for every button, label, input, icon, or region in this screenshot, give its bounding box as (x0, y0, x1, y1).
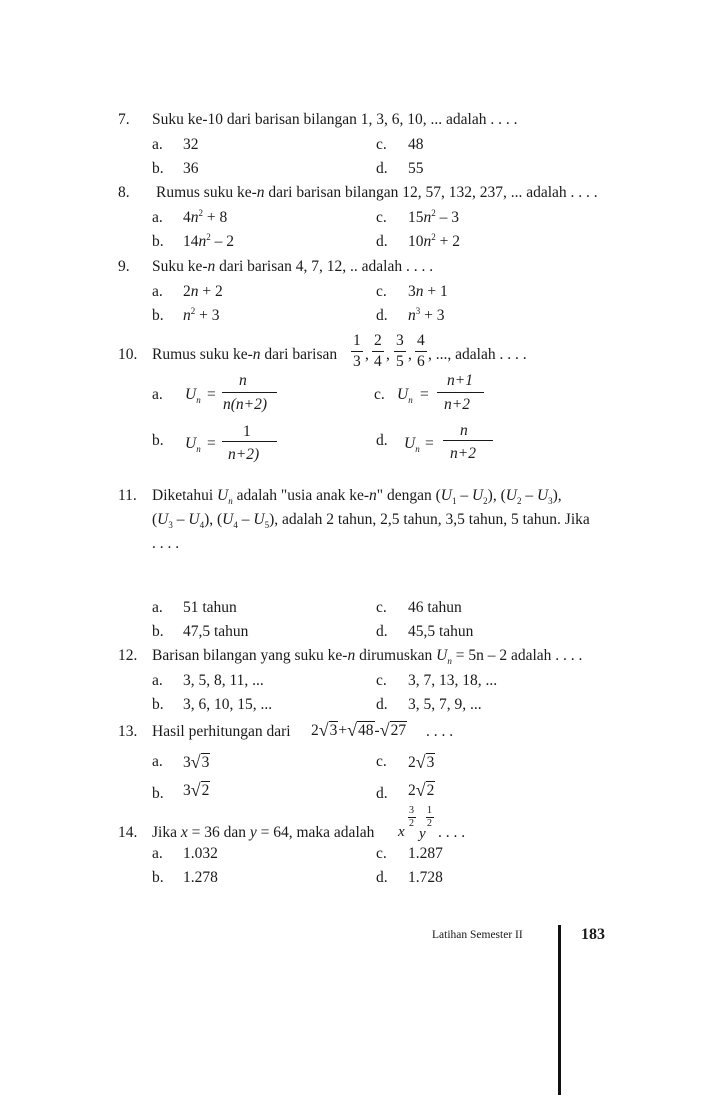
q11-line-1: Diketahui $U_n$ adalah "usia anak ke-n" dengan $(U_1 - U_2)$, $(U_2 - U_3)$, (152, 487, 562, 507)
q10-option-b-label: b. (152, 432, 164, 449)
q14-option-a-label: a. (152, 845, 163, 862)
q8-option-a: $4n^2 + 8$ (183, 207, 228, 226)
q11-option-c: 46 tahun (408, 599, 462, 616)
q10-option-d-den: n+2 (450, 445, 476, 462)
q8-option-d: $10n^2 + 2$ (408, 231, 460, 250)
q14-option-d-label: d. (376, 869, 388, 886)
q7-stem: Suku ke-10 dari barisan bilangan 1, 3, 6, 10, ... adalah . . . . (152, 111, 518, 128)
q8-option-c: $15n^2 - 3$ (408, 207, 459, 226)
q11-option-b-label: b. (152, 623, 164, 640)
q7-option-d: 55 (408, 160, 424, 177)
q11-option-a-label: a. (152, 599, 163, 616)
q10-option-c-label: c. (374, 386, 385, 403)
q8-option-c-label: c. (376, 209, 387, 226)
q10-option-c-equals: = (420, 386, 429, 403)
q10-option-a-lhs: $U_n$ (185, 386, 201, 406)
q8-option-b: $14n^2 - 2$ (183, 231, 234, 250)
q13-stem: Hasil perhitungan dari (152, 723, 291, 740)
q14-option-a: 1.032 (183, 845, 218, 862)
q12-number: 12. (118, 647, 138, 664)
q9-number: 9. (118, 258, 130, 275)
q10-comma-3: , (408, 346, 412, 363)
q10-option-a-bar (222, 392, 277, 393)
q13-option-b: 3√2 (183, 780, 210, 800)
page-number: 183 (581, 926, 605, 943)
q10-option-a-label: a. (152, 386, 163, 403)
q12-option-b-label: b. (152, 696, 164, 713)
q12-option-d-label: d. (376, 696, 388, 713)
q11-number: 11. (118, 487, 137, 504)
q12-option-c-label: c. (376, 672, 387, 689)
q10-tail: , ..., adalah . . . . (428, 346, 527, 363)
q14-option-b: 1.278 (183, 869, 218, 886)
q13-option-a: 3√3 (183, 752, 210, 772)
q10-option-b-equals: = (207, 435, 216, 452)
q10-option-a-equals: = (207, 386, 216, 403)
q10-option-c-den: n+2 (444, 396, 470, 413)
q7-option-c-label: c. (376, 136, 387, 153)
q14-number: 14. (118, 824, 138, 841)
q9-option-d-label: d. (376, 307, 388, 324)
q7-option-d-label: d. (376, 160, 388, 177)
q9-option-b: $n^2 + 3$ (183, 305, 220, 324)
q10-option-d-lhs: $U_n$ (404, 435, 420, 455)
q14-option-d: 1.728 (408, 869, 443, 886)
q10-option-a-den: n(n+2) (223, 396, 268, 413)
q7-option-b-label: b. (152, 160, 164, 177)
q13-option-a-label: a. (152, 753, 163, 770)
q10-option-d-num: n (460, 422, 468, 439)
q10-comma-1: , (365, 346, 369, 363)
q11-option-b: 47,5 tahun (183, 623, 249, 640)
q13-option-c-label: c. (376, 753, 387, 770)
q10-option-b-num: 1 (243, 423, 251, 440)
q10-number: 10. (118, 346, 138, 363)
q10-option-d-bar (443, 440, 493, 441)
q13-expression: 2√3+√48-√27 (311, 720, 407, 740)
q10-option-c-bar (437, 392, 484, 393)
q8-option-a-label: a. (152, 209, 163, 226)
q7-option-b: 36 (183, 160, 199, 177)
q14-option-c-label: c. (376, 845, 387, 862)
footer-vertical-rule (558, 925, 561, 1095)
q11-option-a: 51 tahun (183, 599, 237, 616)
q10-option-a-num: n (239, 372, 247, 389)
q9-option-a-label: a. (152, 283, 163, 300)
q12-option-d: 3, 5, 7, 9, ... (408, 696, 482, 713)
q8-number: 8. (118, 184, 130, 201)
q11-line-2: $(U_3 - U_4)$, $(U_4 - U_5)$, adalah 2 tahun, 2,5 tahun, 3,5 tahun, 5 tahun. Jika (152, 511, 590, 531)
q14-option-c: 1.287 (408, 845, 443, 862)
q9-option-c-label: c. (376, 283, 387, 300)
q12-option-a-label: a. (152, 672, 163, 689)
q10-option-c-lhs: $U_n$ (397, 386, 413, 406)
q12-option-a: 3, 5, 8, 11, ... (183, 672, 264, 689)
q8-option-b-label: b. (152, 233, 164, 250)
q10-option-b-bar (222, 441, 277, 442)
q10-fraction-4: $\frac{4}{6}$ (417, 332, 425, 370)
q12-stem: Barisan bilangan yang suku ke-n dirumuskan $U_n = 5n - 2$ adalah . . . . (152, 647, 583, 667)
q10-option-c-num: n+1 (447, 372, 473, 389)
q9-option-a: 2n + 2 (183, 283, 223, 300)
q13-option-d-label: d. (376, 785, 388, 802)
q9-option-d: $n^3 + 3$ (408, 305, 445, 324)
q12-option-c: 3, 7, 13, 18, ... (408, 672, 498, 689)
q9-option-c: 3n + 1 (408, 283, 448, 300)
q13-tail: . . . . (426, 723, 454, 740)
q10-comma-2: , (386, 346, 390, 363)
q13-option-d: 2√2 (408, 780, 435, 800)
q10-option-d-equals: = (425, 435, 434, 452)
q9-option-b-label: b. (152, 307, 164, 324)
q10-stem: Rumus suku ke-n dari barisan (152, 346, 338, 363)
q12-option-b: 3, 6, 10, 15, ... (183, 696, 273, 713)
q13-option-c: 2√3 (408, 752, 435, 772)
q9-stem: Suku ke-n dari barisan 4, 7, 12, .. adalah . . . . (152, 258, 434, 275)
q13-number: 13. (118, 723, 138, 740)
q10-option-b-lhs: $U_n$ (185, 435, 201, 455)
q14-option-b-label: b. (152, 869, 164, 886)
q8-option-d-label: d. (376, 233, 388, 250)
q14-tail: . . . . (438, 824, 466, 841)
q7-option-a-label: a. (152, 136, 163, 153)
q10-fraction-2: $\frac{2}{4}$ (374, 332, 382, 370)
footer-label: Latihan Semester II (432, 929, 523, 941)
q11-option-c-label: c. (376, 599, 387, 616)
q11-line-3: . . . . (152, 535, 180, 552)
q13-option-b-label: b. (152, 785, 164, 802)
q7-number: 7. (118, 111, 130, 128)
q7-option-a: 32 (183, 136, 199, 153)
q7-option-c: 48 (408, 136, 424, 153)
q11-option-d-label: d. (376, 623, 388, 640)
q10-fraction-1: $\frac{1}{3}$ (353, 332, 361, 370)
q14-stem: Jika x = 36 dan y = 64, maka adalah (152, 824, 375, 841)
q8-stem: Rumus suku ke-n dari barisan bilangan 12, 57, 132, 237, ... adalah . . . . (156, 184, 598, 201)
q11-option-d: 45,5 tahun (408, 623, 474, 640)
q10-fraction-3: $\frac{3}{5}$ (396, 332, 404, 370)
q10-option-d-label: d. (376, 432, 388, 449)
q10-option-b-den: n+2) (228, 446, 260, 463)
